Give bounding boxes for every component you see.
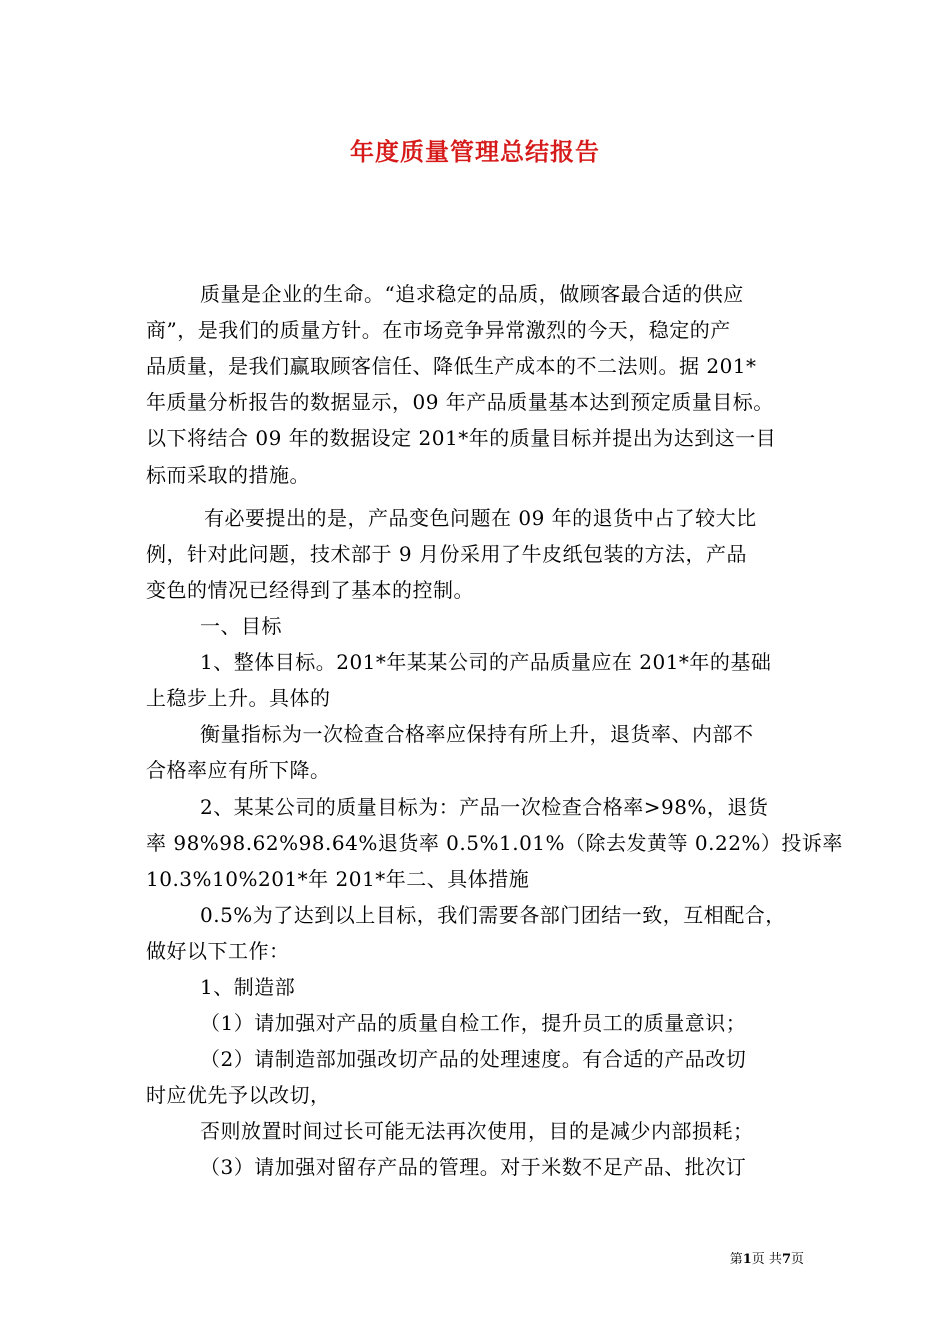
section-heading: 一、目标 [200,614,282,638]
list-item: （2）请制造部加强改切产品的处理速度。有合适的产品改切 [200,1047,747,1071]
paragraph-line: 2、某某公司的质量目标为：产品一次检查合格率>98%，退货 [200,795,769,819]
paragraph-line: 衡量指标为一次检查合格率应保持有所上升，退货率、内部不 [200,722,754,746]
paragraph-line: 以下将结合 09 年的数据设定 201*年的质量目标并提出为达到这一目 [146,426,777,450]
subsection-heading: 1、制造部 [200,975,296,999]
footer-middle: 页 共 [751,1252,782,1267]
paragraph-line: 上稳步上升。具体的 [146,686,331,710]
list-item: （1）请加强对产品的质量自检工作，提升员工的质量意识； [200,1011,747,1035]
list-item: （3）请加强对留存产品的管理。对于米数不足产品、批次订 [200,1155,747,1179]
total-pages: 7 [781,1252,791,1267]
paragraph-line: 例，针对此问题，技术部于 9 月份采用了牛皮纸包装的方法，产品 [146,542,747,566]
paragraph-line: 1、整体目标。201*年某某公司的产品质量应在 201*年的基础 [200,650,772,674]
current-page: 1 [742,1252,752,1267]
paragraph-line: 做好以下工作： [146,939,290,963]
paragraph-line: 品质量，是我们赢取顾客信任、降低生产成本的不二法则。据 201* [146,354,757,378]
paragraph-line: 年质量分析报告的数据显示，09 年产品质量基本达到预定质量目标。 [146,390,774,414]
page-title: 年度质量管理总结报告 [350,137,600,166]
footer-prefix: 第 [729,1252,743,1267]
paragraph-line: 时应优先予以改切， [146,1083,331,1107]
paragraph-line: 变色的情况已经得到了基本的控制。 [146,578,474,602]
paragraph-line: 10.3%10%201*年 201*年二、具体措施 [146,867,530,891]
paragraph-line: 率 98%98.62%98.64%退货率 0.5%1.01%（除去发黄等 0.22%）投诉率 [146,831,843,855]
paragraph-line: 质量是企业的生命。“追求稳定的品质，做顾客最合适的供应 [200,282,744,306]
paragraph-line: 否则放置时间过长可能无法再次使用，目的是减少内部损耗； [200,1119,754,1143]
paragraph-line: 标而采取的措施。 [146,463,310,487]
paragraph-line: 合格率应有所下降。 [146,758,331,782]
paragraph-line: 商”，是我们的质量方针。在市场竞争异常激烈的今天，稳定的产 [146,318,731,342]
paragraph-line: 0.5%为了达到以上目标，我们需要各部门团结一致，互相配合， [200,903,786,927]
paragraph-line: 有必要提出的是，产品变色问题在 09 年的退货中占了较大比 [204,506,757,530]
page-number-footer [730,1248,804,1267]
footer-suffix: 页 [790,1252,804,1267]
